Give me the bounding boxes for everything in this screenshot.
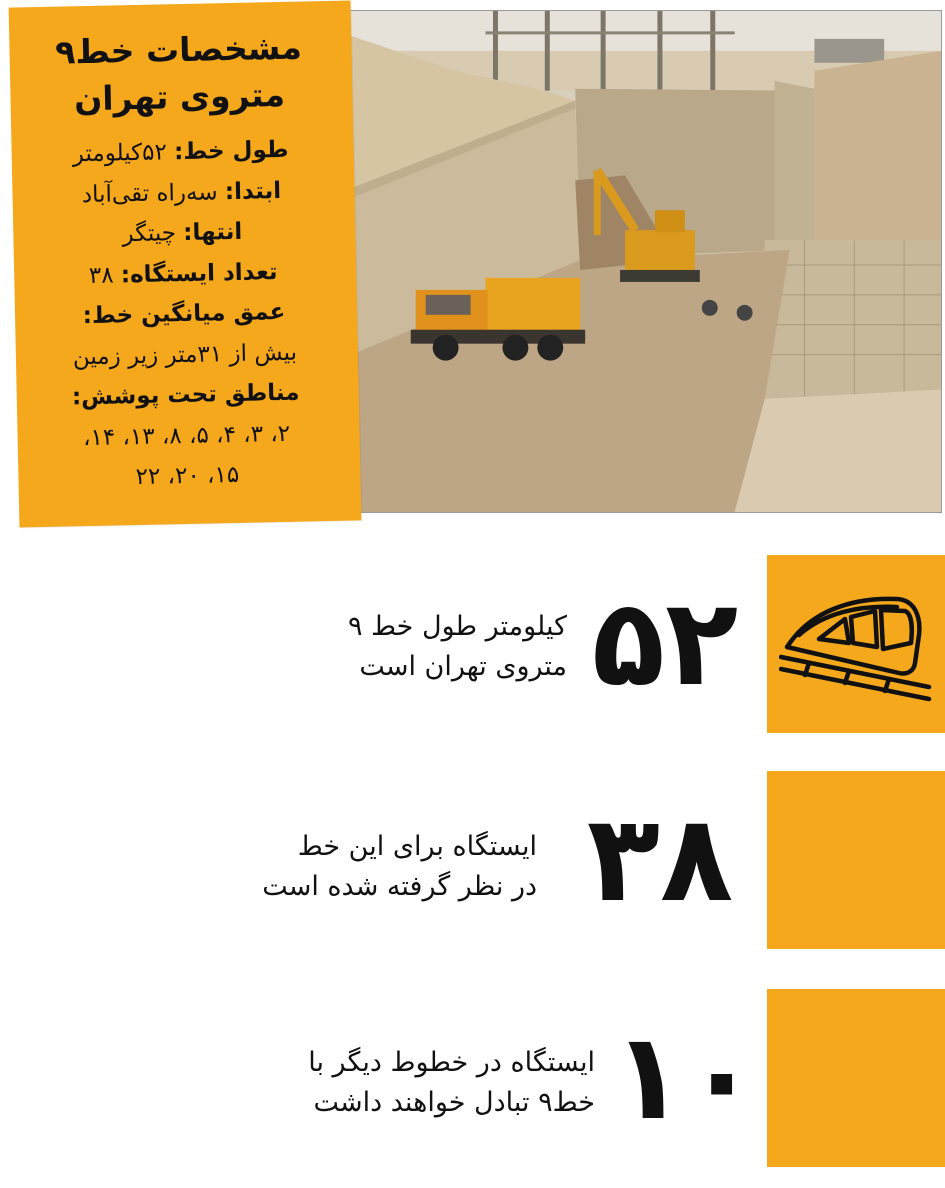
- stat-color-box: [767, 989, 945, 1167]
- stat-number: ۱۰: [611, 1008, 759, 1147]
- end-row: [31, 210, 334, 257]
- depth-label: عمق میانگین خط:: [82, 298, 286, 330]
- stat-interchanges: [0, 989, 945, 1169]
- length-label: طول خط:: [173, 136, 289, 166]
- length-value: ۵۲کیلومتر: [72, 139, 168, 168]
- card-title: [27, 23, 331, 123]
- card-title-line2: متروی تهران: [73, 74, 286, 119]
- metro-train-icon: [779, 583, 935, 703]
- stat-number: ۳۸: [586, 790, 734, 929]
- length-row: [29, 129, 332, 176]
- zones-line2: ۱۵، ۲۰، ۲۲: [135, 461, 240, 491]
- stat-text-line1: کیلومتر طول خط ۹: [347, 611, 567, 642]
- stat-text-line2: متروی تهران است: [359, 651, 567, 682]
- zones-label: مناطق تحت پوشش:: [71, 379, 300, 411]
- card-body: [29, 129, 339, 500]
- end-label: انتها:: [183, 218, 243, 247]
- stat-icon-box: [767, 555, 945, 733]
- stat-text-line1: ایستگاه برای این خط: [297, 831, 537, 862]
- depth-value: بیش از ۳۱متر زیر زمین: [72, 339, 298, 370]
- stat-description: [308, 1043, 595, 1123]
- stat-description: [348, 607, 567, 687]
- start-row: [30, 169, 333, 216]
- stat-stations: [0, 771, 945, 951]
- zones-line1: ۲، ۳، ۴، ۵، ۸، ۱۳، ۱۴،: [82, 420, 291, 451]
- stat-text-line2: خط۹ تبادل خواهند داشت: [313, 1087, 595, 1118]
- stations-row: [32, 250, 335, 297]
- stations-value: ۳۸: [88, 262, 114, 289]
- end-value: چیتگر: [122, 220, 177, 248]
- card-title-line1: مشخصات خط۹: [54, 27, 303, 72]
- stat-description: [262, 827, 537, 907]
- stat-number: ۵۲: [591, 574, 739, 713]
- excavation-illustration: [336, 11, 941, 512]
- stat-text-line1: ایستگاه در خطوط دیگر با: [308, 1047, 595, 1078]
- line9-specs-card: [9, 0, 362, 527]
- start-label: ابتدا:: [224, 177, 282, 205]
- stat-text-line2: در نظر گرفته شده است: [262, 871, 537, 902]
- stat-length: [0, 555, 945, 735]
- construction-site-photo: [335, 10, 942, 513]
- stations-label: تعداد ایستگاه:: [120, 258, 278, 288]
- stat-color-box: [767, 771, 945, 949]
- start-value: سه‌راه تقی‌آباد: [81, 178, 218, 208]
